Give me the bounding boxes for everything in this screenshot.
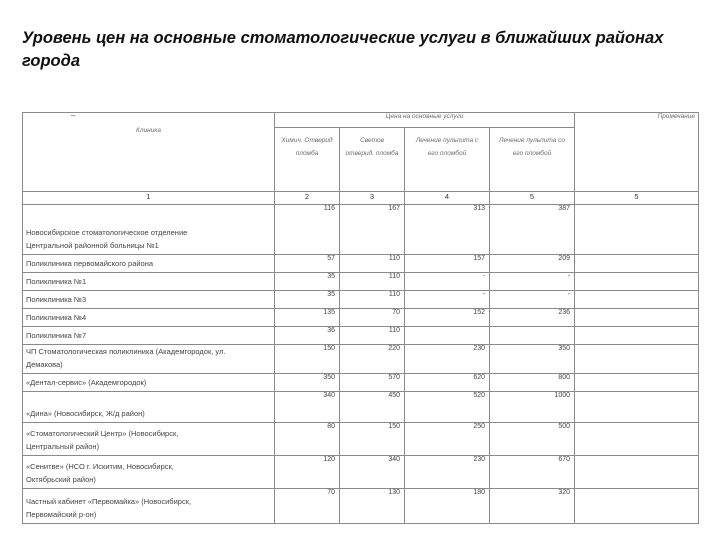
column-number: 2 bbox=[275, 192, 340, 205]
clinic-name-line: ЧП Стоматологическая поликлиника (Академгородок, ул. bbox=[26, 347, 226, 356]
price-cell: 350 bbox=[275, 374, 340, 392]
price-cell: 167 bbox=[340, 205, 405, 255]
price-cell: - bbox=[405, 291, 490, 309]
column-number: 3 bbox=[340, 192, 405, 205]
price-cell: - bbox=[490, 273, 575, 291]
clinic-name bbox=[23, 327, 275, 345]
price-cell: 230 bbox=[405, 345, 490, 374]
clinic-name-line: Первомайский р-он) bbox=[26, 510, 97, 519]
price-cell: 36 bbox=[275, 327, 340, 345]
header-sub-1 bbox=[275, 127, 340, 191]
corner-mark: – bbox=[71, 111, 76, 120]
header-sub-line: Лечение пульпита с bbox=[415, 136, 479, 144]
page-title: Уровень цен на основные стоматологические услуги в ближайших районах города bbox=[22, 29, 664, 70]
table-row bbox=[23, 489, 699, 524]
clinic-name bbox=[23, 205, 275, 255]
price-cell: 570 bbox=[340, 374, 405, 392]
clinic-name bbox=[23, 489, 275, 524]
clinic-name bbox=[23, 273, 275, 291]
price-cell: 800 bbox=[490, 374, 575, 392]
table-row bbox=[23, 327, 699, 345]
clinic-name-line: Поликлиника №7 bbox=[26, 331, 87, 340]
header-note: Примечание bbox=[575, 113, 699, 192]
note-cell bbox=[575, 255, 699, 273]
price-cell bbox=[490, 327, 575, 345]
clinic-name-line: Центральной районной больницы №1 bbox=[26, 241, 159, 250]
price-cell: 152 bbox=[405, 309, 490, 327]
column-number: 5 bbox=[490, 192, 575, 205]
price-cell: 220 bbox=[340, 345, 405, 374]
clinic-name-line: Демакова) bbox=[26, 360, 63, 369]
price-cell: 35 bbox=[275, 291, 340, 309]
table-row bbox=[23, 309, 699, 327]
price-cell: 340 bbox=[340, 456, 405, 489]
price-cell: 1000 bbox=[490, 392, 575, 423]
clinic-name-line: Поликлиника №3 bbox=[26, 295, 87, 304]
column-numbers-row bbox=[23, 192, 699, 205]
price-cell: 180 bbox=[405, 489, 490, 524]
clinic-name bbox=[23, 255, 275, 273]
price-cell: 520 bbox=[405, 392, 490, 423]
table-row bbox=[23, 392, 699, 423]
price-cell: 313 bbox=[405, 205, 490, 255]
clinic-name-line: Частный кабинет «Первомайка» (Новосибирск, bbox=[26, 497, 192, 506]
price-cell: 500 bbox=[490, 423, 575, 456]
header-row-group bbox=[23, 113, 699, 128]
clinic-name bbox=[23, 291, 275, 309]
clinic-name bbox=[23, 456, 275, 489]
note-cell bbox=[575, 309, 699, 327]
price-cell: 70 bbox=[275, 489, 340, 524]
price-cell: 70 bbox=[340, 309, 405, 327]
table-row bbox=[23, 273, 699, 291]
clinic-name-line: Новосибирское стоматологическое отделение bbox=[26, 228, 188, 237]
column-number: 5 bbox=[575, 192, 699, 205]
header-sub-3 bbox=[405, 127, 490, 191]
column-number: 1 bbox=[23, 192, 275, 205]
price-cell: 130 bbox=[340, 489, 405, 524]
header-sub-line: его пломбой bbox=[427, 149, 467, 157]
note-cell bbox=[575, 291, 699, 309]
price-cell: - bbox=[405, 273, 490, 291]
price-cell: 35 bbox=[275, 273, 340, 291]
clinic-name-line: «Дентал-сервис» (Академгородок) bbox=[26, 378, 147, 387]
price-cell: 236 bbox=[490, 309, 575, 327]
price-cell: - bbox=[490, 291, 575, 309]
clinic-name-line: «Сенитве» (НСО г. Искитим, Новосибирск, bbox=[26, 462, 174, 471]
note-cell bbox=[575, 327, 699, 345]
header-sub-line: пломба bbox=[295, 149, 319, 157]
price-cell: 57 bbox=[275, 255, 340, 273]
price-cell: 150 bbox=[275, 345, 340, 374]
price-table bbox=[22, 112, 699, 524]
header-sub-line: Химич. Отверид bbox=[281, 136, 333, 144]
header-sub-line: отверид. пломба bbox=[345, 149, 399, 157]
table-row bbox=[23, 423, 699, 456]
price-cell bbox=[405, 327, 490, 345]
price-cell: 110 bbox=[340, 273, 405, 291]
table-row bbox=[23, 456, 699, 489]
clinic-name-line: Октябрьский район) bbox=[26, 475, 96, 484]
clinic-name bbox=[23, 374, 275, 392]
price-cell: 620 bbox=[405, 374, 490, 392]
note-cell bbox=[575, 423, 699, 456]
clinic-name-line: Центральный район) bbox=[26, 442, 100, 451]
price-cell: 387 bbox=[490, 205, 575, 255]
table-row bbox=[23, 291, 699, 309]
price-cell: 110 bbox=[340, 327, 405, 345]
clinic-name-line: «Дина» (Новосибирск, Ж/д район) bbox=[26, 409, 145, 418]
clinic-name-line: Поликлиника первомайского района bbox=[26, 259, 154, 268]
header-clinic: Клиника bbox=[23, 113, 275, 192]
price-cell: 110 bbox=[340, 291, 405, 309]
header-sub-2 bbox=[340, 127, 405, 191]
header-sub-line: Светов bbox=[360, 136, 384, 144]
note-cell bbox=[575, 273, 699, 291]
price-cell: 116 bbox=[275, 205, 340, 255]
clinic-name-line: Поликлиника №4 bbox=[26, 313, 87, 322]
price-cell: 150 bbox=[340, 423, 405, 456]
table-row bbox=[23, 205, 699, 255]
clinic-name bbox=[23, 345, 275, 374]
price-cell: 110 bbox=[340, 255, 405, 273]
price-table-wrapper bbox=[22, 111, 698, 519]
table-row bbox=[23, 374, 699, 392]
price-cell: 250 bbox=[405, 423, 490, 456]
note-cell bbox=[575, 392, 699, 423]
note-cell bbox=[575, 345, 699, 374]
price-cell: 209 bbox=[490, 255, 575, 273]
price-cell: 80 bbox=[275, 423, 340, 456]
note-cell bbox=[575, 205, 699, 255]
table-row bbox=[23, 255, 699, 273]
header-price-group: Цена на основные услуги bbox=[275, 113, 575, 128]
column-number: 4 bbox=[405, 192, 490, 205]
price-cell: 320 bbox=[490, 489, 575, 524]
price-cell: 350 bbox=[490, 345, 575, 374]
price-cell: 135 bbox=[275, 309, 340, 327]
price-cell: 340 bbox=[275, 392, 340, 423]
header-sub-line: Лечение пульпита со bbox=[499, 136, 565, 144]
price-cell: 670 bbox=[490, 456, 575, 489]
price-cell: 450 bbox=[340, 392, 405, 423]
price-cell: 230 bbox=[405, 456, 490, 489]
clinic-name-line: «Стоматологический Центр» (Новосибирск, bbox=[26, 429, 179, 438]
header-sub-line: его пломбой bbox=[512, 149, 552, 157]
note-cell bbox=[575, 456, 699, 489]
table-row bbox=[23, 345, 699, 374]
header-sub-4 bbox=[490, 127, 575, 191]
clinic-name-line: Поликлиника №1 bbox=[26, 277, 87, 286]
price-cell: 120 bbox=[275, 456, 340, 489]
note-cell bbox=[575, 489, 699, 524]
clinic-name bbox=[23, 392, 275, 423]
clinic-name bbox=[23, 309, 275, 327]
price-cell: 157 bbox=[405, 255, 490, 273]
clinic-name bbox=[23, 423, 275, 456]
note-cell bbox=[575, 374, 699, 392]
